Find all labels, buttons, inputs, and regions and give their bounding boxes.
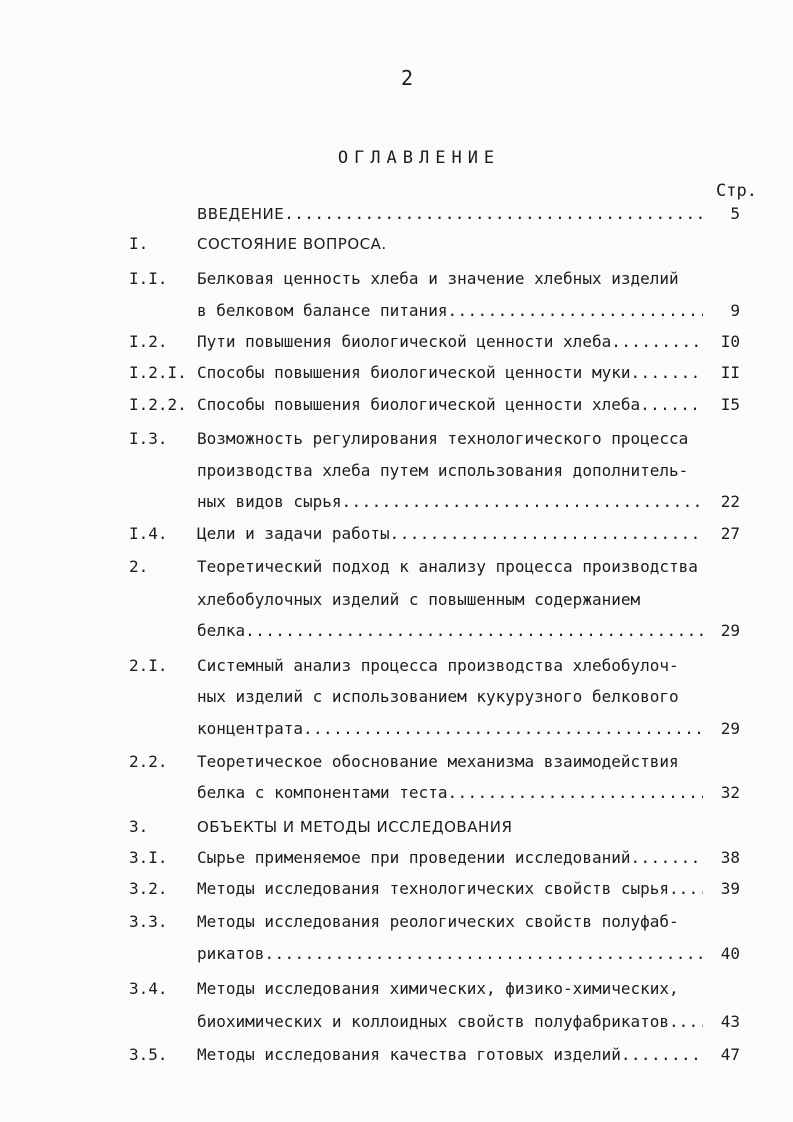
toc-entry-text: концентрата ..... <box>197 717 703 741</box>
toc-entry-text: Методы исследования химических, физико-химических, <box>197 979 679 998</box>
toc-entry-number: I.4. <box>129 524 168 543</box>
toc-entry-text: в белковом балансе питания ..... <box>197 299 703 323</box>
toc-entry-number: I. <box>129 234 149 253</box>
document-title: ОГЛАВЛЕНИЕ <box>337 148 501 168</box>
dot-leader <box>284 202 703 226</box>
toc-entry-number: I.I. <box>129 269 168 288</box>
toc-entry-text: ных изделий с использованием кукурузного белкового <box>197 687 679 706</box>
dot-leader <box>303 717 703 741</box>
dot-leader <box>447 299 703 323</box>
toc-entry-text: Цели и задачи работы ..... <box>197 522 703 546</box>
toc-entry-text: Методы исследования качества готовых изделий ..... <box>197 1043 703 1067</box>
dot-leader <box>640 393 703 417</box>
dot-leader <box>447 781 703 805</box>
dot-leader <box>245 619 703 643</box>
dot-leader <box>390 522 703 546</box>
toc-entry-text: ных видов сырья ..... <box>197 490 703 514</box>
toc-entry-text: Способы повышения биологической ценности муки ..... <box>197 361 703 385</box>
dot-leader <box>264 942 703 966</box>
dot-leader <box>630 846 703 870</box>
toc-entry-text: Системный анализ процесса производства хлебобулоч- <box>197 656 679 675</box>
dot-leader <box>621 1043 703 1067</box>
toc-entry-page: 27 <box>720 524 740 543</box>
toc-entry-number: 3.3. <box>129 912 168 931</box>
toc-entry-page: 40 <box>720 944 740 963</box>
toc-entry-number: I.3. <box>129 429 168 448</box>
toc-entry-text: ОБЪЕКТЫ И МЕТОДЫ ИССЛЕДОВАНИЯ <box>197 818 513 836</box>
toc-entry-text: производства хлеба путем использования дополнитель- <box>197 461 689 480</box>
toc-entry-text: ВВЕДЕНИЕ ..... <box>197 202 703 226</box>
toc-entry-text: рикатов ..... <box>197 942 703 966</box>
toc-entry-text: Сырье применяемое при проведении исследований ..... <box>197 846 703 870</box>
toc-entry-number: I.2. <box>129 332 168 351</box>
toc-entry-text: биохимических и коллоидных свойств полуфабрикатов. ..... <box>197 1010 703 1034</box>
dot-leader <box>611 330 703 354</box>
toc-entry-text: Теоретический подход к анализу процесса производства <box>197 557 698 576</box>
toc-entry-text: СОСТОЯНИЕ ВОПРОСА. <box>197 235 387 253</box>
toc-entry-number: I.2.2. <box>129 395 187 414</box>
toc-entry-page: 47 <box>720 1045 740 1064</box>
toc-entry-page: 29 <box>720 621 740 640</box>
toc-entry-page: II <box>720 363 740 382</box>
toc-entry-number: 2. <box>129 557 149 576</box>
toc-entry-page: I5 <box>720 395 740 414</box>
toc-entry-page: 39 <box>720 879 740 898</box>
toc-entry-number: 3. <box>129 817 149 836</box>
toc-entry-page: 38 <box>720 848 740 867</box>
toc-entry-page: 43 <box>720 1012 740 1031</box>
dot-leader <box>342 490 704 514</box>
toc-entry-page: 22 <box>720 492 740 511</box>
toc-entry-text: Белковая ценность хлеба и значение хлебных изделий <box>197 269 679 288</box>
toc-entry-page: I0 <box>720 332 740 351</box>
page-number: 2 <box>400 66 414 90</box>
toc-entry-page: 32 <box>720 783 740 802</box>
toc-entry-text: Пути повышения биологической ценности хлеба ..... <box>197 330 703 354</box>
toc-entry-text: Возможность регулирования технологического процесса <box>197 429 689 448</box>
toc-entry-number: 2.I. <box>129 656 168 675</box>
toc-entry-number: 3.I. <box>129 848 168 867</box>
toc-entry-text: Способы повышения биологической ценности хлеба ..... <box>197 393 703 417</box>
toc-entry-number: 2.2. <box>129 752 168 771</box>
toc-entry-text: Теоретическое обоснование механизма взаимодействия <box>197 752 679 771</box>
toc-entry-text: белка с компонентами теста ..... <box>197 781 703 805</box>
toc-entry-page: 9 <box>730 301 740 320</box>
toc-entry-text: Методы исследования технологических свойств сырья. ..... <box>197 877 703 901</box>
page-column-label: Стр. <box>716 181 757 201</box>
toc-entry-text: белка ..... <box>197 619 703 643</box>
toc-entry-number: 3.2. <box>129 879 168 898</box>
toc-entry-page: 5 <box>730 204 740 223</box>
toc-entry-text: хлебобулочных изделий с повышенным содержанием <box>197 590 641 609</box>
toc-entry-number: 3.4. <box>129 979 168 998</box>
toc-entry-number: 3.5. <box>129 1045 168 1064</box>
dot-leader <box>630 361 703 385</box>
toc-entry-text: Методы исследования реологических свойств полуфаб- <box>197 912 679 931</box>
toc-entry-page: 29 <box>720 719 740 738</box>
toc-entry-number: I.2.I. <box>129 363 187 382</box>
